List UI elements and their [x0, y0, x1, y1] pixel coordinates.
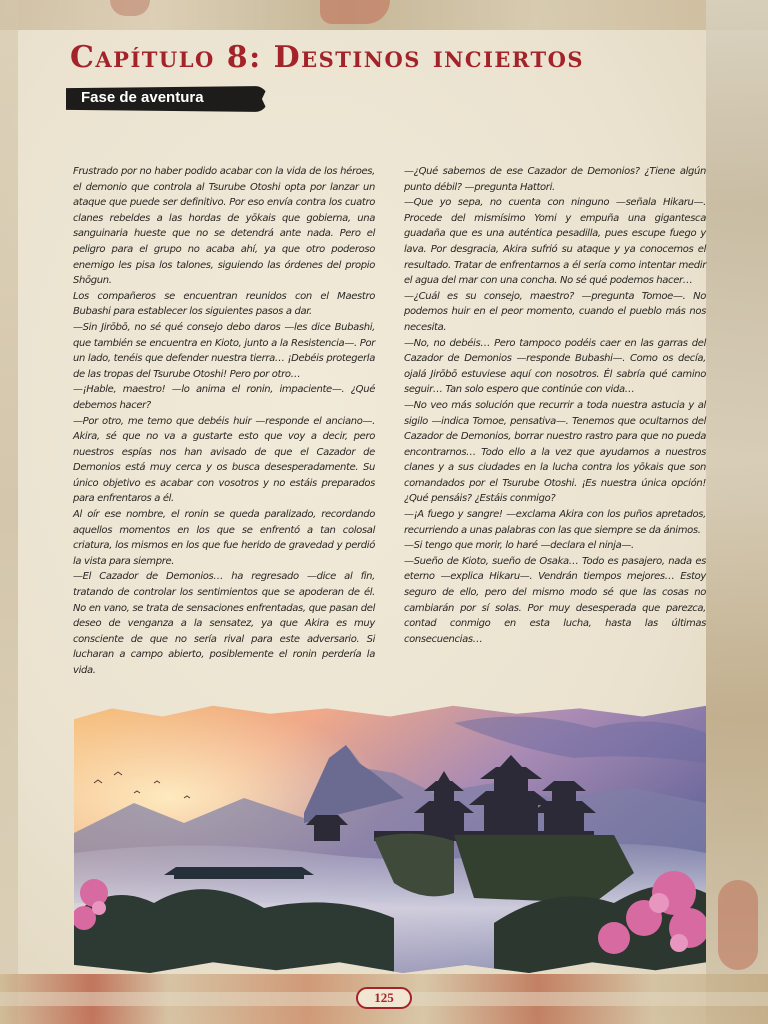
decorative-border-top [0, 0, 768, 30]
misty-castle-landscape-illustration [74, 703, 706, 973]
decorative-border-left [0, 0, 18, 1024]
paragraph: —¿Cuál es su consejo, maestro? —pregunta Tomoe—. No podemos huir en el peor momento, cuando el pueblo más nos necesita. [404, 290, 706, 333]
paragraph: —No veo más solución que recurrir a toda nuestra astucia y al sigilo —indica Tomoe, pensativa—. Tenemos que ocultarnos del Cazador de Demonios, borrar nuestro rastro para que no pueda encontrarnos… Todo ello a la vez que ayudamos a nuestros clanes y a sus ciudades en la lucha contra los yōkais que son comandados por el Tsurube Otoshi. ¡Es nuestra única opción! ¿Qué pensáis? ¿Estáis conmigo? [404, 399, 706, 505]
page-number-badge [356, 985, 412, 1011]
paragraph: —Sin Jirōbō, no sé qué consejo debo daros —les dice Bubashi, que también se encuentra en Kioto, junto a la Resistencia—. Por un lado, tenéis que defender nuestra tierra… ¡Debéis protegerla de las tropas del Tsurube Otoshi! Pero por otro… [73, 321, 375, 380]
paragraph: —¡Hable, maestro! —lo anima el ronin, impaciente—. ¿Qué debemos hacer? [73, 384, 375, 411]
paragraph: —No, no debéis… Pero tampoco podéis caer en las garras del Cazador de Demonios —responde Bubashi—. Como os decía, ojalá Jirōbō estuviese aquí con nosotros. Él sabría qué camino seguir… Tan solo espero que continúe con vida… [404, 337, 706, 396]
chapter-title: Capítulo 8: Destinos inciertos [70, 40, 585, 75]
paragraph: Frustrado por no haber podido acabar con la vida de los héroes, el demonio que controla al Tsurube Otoshi opta por lanzar un ataque que puede ser definitivo. Por eso envía contra los cuatro clanes rebeldes a las hordas de yōkais que gobierna, una sanguinaria hueste que no se detendrá ante nada. Pero el peligro para el grupo no acaba ahí, ya que otro poderoso enemigo les pisa los talones, siguiendo las órdenes del propio Shōgun. [73, 166, 375, 287]
paragraph: —¡A fuego y sangre! —exclama Akira con los puños apretados, recurriendo a unas palabras con las que siempre se da ánimos. [404, 509, 706, 536]
section-subtitle: Fase de aventura [81, 89, 204, 106]
paragraph: —¿Qué sabemos de ese Cazador de Demonios? ¿Tiene algún punto débil? —pregunta Hattori. [404, 166, 706, 193]
paragraph: —Por otro, me temo que debéis huir —responde el anciano—. Akira, sé que no va a gustarte esto que voy a decir, pero nuestros espías nos han avisado de que el Cazador de Demonios está muy cerca y os busca desesperadamente. Su único objetivo es acabar con vosotros y no estáis preparados para enfrentaros a él. [73, 415, 375, 505]
text-column-right [404, 164, 706, 647]
paragraph: Los compañeros se encuentran reunidos con el Maestro Bubashi para establecer los siguientes pasos a dar. [73, 290, 375, 318]
paragraph: —Que yo sepa, no cuenta con ninguno —señala Hikaru—. Procede del mismísimo Yomi y empuña una gigantesca guadaña que es una auténtica pesadilla, pues escupe fuego y lava. Por desgracia, Akira sufrió su ataque y ya conocemos el resultado. Tratar de enfrentarnos a él sería como intentar medir el agua del mar con una concha. No sé qué podemos hacer… [404, 197, 706, 287]
landscape-image [74, 703, 706, 973]
paragraph: Al oír ese nombre, el ronin se queda paralizado, recordando aquellos momentos en los que se enfrentó a tan colosal criatura, los mismos en los que fue herido de gravedad y perdió la vista para siempre. [73, 509, 375, 567]
paragraph: —Si tengo que morir, lo haré —declara el ninja—. [404, 540, 634, 552]
decorative-border-right [706, 0, 768, 1024]
page-number: 125 [374, 990, 394, 1005]
text-column-left [73, 164, 375, 679]
paragraph: —Sueño de Kioto, sueño de Osaka… Todo es pasajero, nada es eterno —explica Hikaru—. Vendrán tiempos mejores… Estoy seguro de ello, pero del mismo modo sé que las cosas no cambiarán por sí solas. Por muy desesperada que parezca, contad conmigo en esta lucha, hasta las últimas consecuencias… [404, 555, 706, 645]
paragraph: —El Cazador de Demonios… ha regresado —dice al fin, tratando de controlar los sentimientos que se apoderan de él. No en vano, se trata de sensaciones enfrentadas, que pasan del deseo de venganza a la sensatez, ya que Akira es muy consciente de que no sería rival para este adversario. Si lucharan a campo abierto, posiblemente el ronin perdería la vida. [73, 571, 375, 676]
